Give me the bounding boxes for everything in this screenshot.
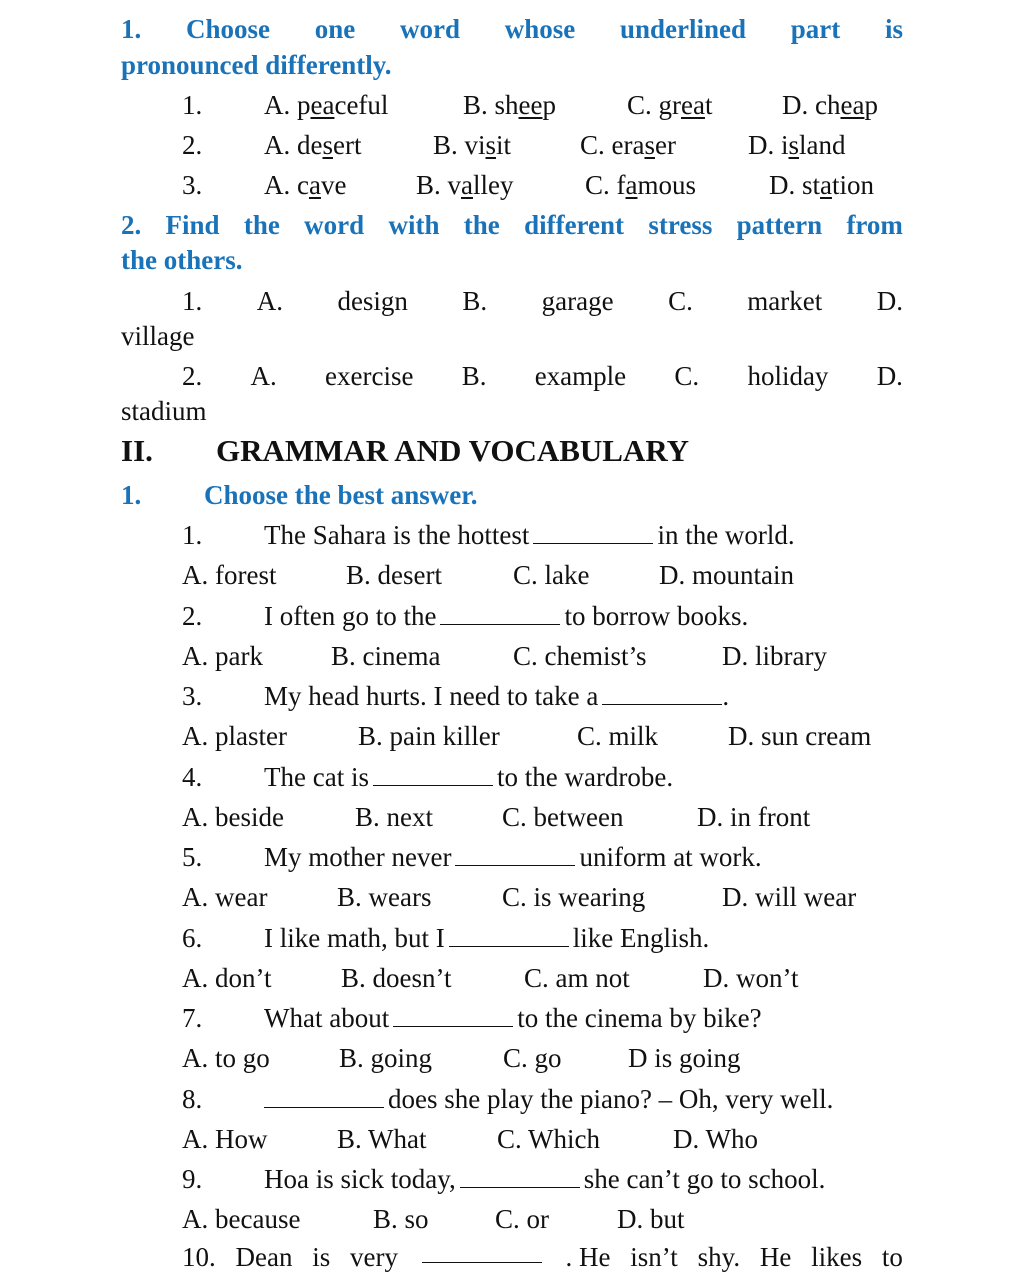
- header-word: whose: [504, 14, 576, 44]
- answer-option[interactable]: A. don’t: [182, 962, 272, 993]
- answer-option[interactable]: [264, 128, 361, 162]
- question-number: 10.: [182, 1242, 216, 1272]
- question-word: is: [312, 1242, 331, 1272]
- option-word: garage: [541, 286, 614, 316]
- answer-option[interactable]: A. park: [182, 640, 263, 671]
- question-text: The cat is: [264, 761, 369, 792]
- answer-option[interactable]: [585, 168, 696, 202]
- header-word: with: [388, 210, 440, 240]
- option-letter: C.: [674, 361, 700, 391]
- option-text: ert: [333, 130, 362, 160]
- underlined-sound: ee: [518, 90, 543, 120]
- header-word: word: [304, 210, 365, 240]
- question-text: What about: [264, 1003, 390, 1033]
- question-body: [264, 760, 673, 794]
- option-text: A. c: [264, 170, 309, 200]
- question-text: to borrow books.: [564, 600, 749, 631]
- question-text: My mother never: [264, 842, 452, 872]
- option-text: land: [799, 130, 846, 160]
- stress-question-2: [182, 359, 903, 393]
- header-word: Choose: [185, 14, 270, 44]
- answer-option[interactable]: [782, 88, 878, 122]
- header-word: Find: [165, 210, 220, 240]
- option-word: design: [337, 286, 408, 316]
- stress-question-1: [182, 284, 903, 318]
- answer-option[interactable]: C. milk: [577, 721, 659, 751]
- question-number: 9.: [182, 1164, 203, 1194]
- header-word: 1.: [121, 14, 142, 44]
- question-number: 2.: [182, 600, 203, 631]
- option-text: it: [496, 130, 512, 160]
- option-text: C. f: [585, 170, 626, 200]
- option-word: market: [747, 286, 823, 316]
- question-body: [264, 1082, 833, 1116]
- answer-option[interactable]: C. chemist’s: [513, 640, 647, 671]
- answer-option[interactable]: D. sun cream: [728, 721, 872, 751]
- underlined-sound: s: [788, 130, 800, 160]
- answer-option[interactable]: [416, 168, 514, 202]
- answer-option[interactable]: B. so: [373, 1204, 429, 1234]
- answer-option[interactable]: B. pain killer: [358, 721, 500, 751]
- answer-option[interactable]: A. because: [182, 1204, 301, 1234]
- part3-number: 1.: [121, 480, 142, 510]
- answer-option[interactable]: A. forest: [182, 560, 277, 590]
- answer-blank[interactable]: [393, 1004, 513, 1027]
- answer-option[interactable]: A. plaster: [182, 721, 287, 751]
- question-word: . He: [565, 1242, 611, 1272]
- answer-blank[interactable]: [602, 682, 722, 705]
- answer-option[interactable]: C. or: [495, 1204, 549, 1234]
- option-text: A. de: [264, 130, 323, 160]
- answer-option[interactable]: [264, 168, 346, 202]
- option-text: B. v: [416, 170, 462, 200]
- part2-header: [121, 208, 903, 242]
- part2-header-cont: the others.: [121, 245, 243, 275]
- option-word-wrapped: stadium: [121, 396, 207, 426]
- answer-option[interactable]: D. will wear: [722, 882, 857, 912]
- option-text: D. ch: [782, 90, 841, 120]
- answer-option[interactable]: B. wears: [337, 882, 432, 912]
- question-10: [182, 1240, 903, 1274]
- question-body: [264, 921, 709, 955]
- option-letter: C.: [668, 286, 693, 316]
- question-word: to: [881, 1242, 903, 1272]
- question-word: shy.: [697, 1242, 741, 1272]
- option-text: B. sh: [463, 90, 519, 120]
- question-text: I often go to the: [264, 600, 437, 631]
- question-number: 2.: [182, 361, 203, 391]
- question-word: He: [759, 1242, 792, 1272]
- question-word: very: [350, 1242, 399, 1272]
- question-text: to the cinema by bike?: [517, 1003, 762, 1033]
- answer-option[interactable]: A. beside: [182, 801, 284, 832]
- question-text: Hoa is sick today,: [264, 1164, 456, 1194]
- answer-option[interactable]: A. to go: [182, 1043, 270, 1073]
- option-text: D. i: [748, 130, 789, 160]
- answer-option[interactable]: [627, 88, 712, 122]
- option-letter: A.: [256, 286, 283, 316]
- underlined-sound: a: [820, 170, 832, 200]
- question-text: My head hurts. I need to take a: [264, 681, 599, 711]
- question-number: 2.: [182, 130, 203, 160]
- header-word: stress: [648, 210, 713, 240]
- answer-option[interactable]: D. library: [722, 640, 827, 671]
- question-word: Dean: [235, 1242, 293, 1272]
- question-text: like English.: [572, 922, 710, 953]
- question-body: [264, 599, 748, 633]
- answer-option[interactable]: A. wear: [182, 882, 268, 912]
- option-text: ve: [320, 170, 347, 200]
- question-number: 5.: [182, 842, 203, 872]
- section-number: II.: [121, 433, 153, 468]
- answer-blank[interactable]: [264, 1085, 384, 1108]
- answer-option[interactable]: B. going: [339, 1043, 433, 1073]
- underlined-sound: a: [308, 170, 321, 200]
- header-word: one: [314, 14, 356, 44]
- option-text: ceful: [334, 90, 389, 120]
- question-word: likes: [811, 1242, 863, 1272]
- question-body: [264, 1162, 825, 1196]
- option-text: p: [542, 90, 556, 120]
- answer-blank[interactable]: [440, 602, 560, 625]
- option-text: t: [704, 90, 713, 120]
- option-text: tion: [832, 170, 875, 200]
- option-word: holiday: [747, 361, 829, 391]
- option-letter: B.: [461, 361, 487, 391]
- header-word: pattern: [736, 210, 823, 240]
- option-letter: D.: [876, 361, 903, 391]
- answer-blank[interactable]: [373, 763, 493, 786]
- option-text: p: [864, 90, 878, 120]
- answer-option[interactable]: D. in front: [697, 801, 811, 832]
- question-body: [264, 679, 729, 713]
- header-word: word: [399, 14, 460, 44]
- underlined-sound: ea: [310, 90, 335, 120]
- underlined-sound: s: [322, 130, 333, 160]
- header-word: is: [884, 14, 903, 44]
- question-number: 3.: [182, 681, 203, 711]
- question-number: 1.: [182, 520, 203, 550]
- question-number: 3.: [182, 170, 203, 200]
- question-number: 1.: [182, 90, 203, 120]
- question-number: 6.: [182, 922, 203, 953]
- section-title: GRAMMAR AND VOCABULARY: [216, 433, 690, 468]
- header-word: from: [846, 210, 903, 240]
- option-text: C. era: [580, 130, 645, 160]
- question-number: 8.: [182, 1083, 203, 1114]
- answer-option[interactable]: C. between: [502, 801, 624, 832]
- underlined-sound: ea: [840, 90, 865, 120]
- header-word: underlined: [619, 14, 746, 44]
- option-text: mous: [637, 170, 696, 200]
- answer-option[interactable]: B. desert: [346, 560, 442, 590]
- part1-header-cont: pronounced differently.: [121, 50, 392, 80]
- answer-option[interactable]: D. but: [617, 1204, 685, 1234]
- answer-option[interactable]: B. next: [355, 801, 433, 832]
- option-text: lley: [473, 170, 514, 200]
- header-word: the: [243, 210, 280, 240]
- question-text: I like math, but I: [264, 922, 445, 953]
- underlined-sound: s: [485, 130, 497, 160]
- option-text: A. p: [264, 90, 311, 120]
- question-text: in the world.: [657, 520, 795, 550]
- header-word: 2.: [121, 210, 142, 240]
- answer-blank[interactable]: [449, 924, 569, 947]
- answer-option[interactable]: C. go: [503, 1043, 562, 1073]
- answer-option[interactable]: [769, 168, 874, 202]
- answer-option[interactable]: B. doesn’t: [341, 962, 452, 993]
- question-text: does she play the piano? – Oh, very well.: [388, 1083, 834, 1114]
- question-text: she can’t go to school.: [583, 1164, 826, 1194]
- answer-option[interactable]: C. is wearing: [502, 882, 646, 912]
- answer-option[interactable]: [264, 88, 388, 122]
- question-text: uniform at work.: [579, 842, 762, 872]
- answer-option[interactable]: C. am not: [524, 962, 630, 993]
- question-text: .: [722, 681, 730, 711]
- question-body: [264, 518, 795, 552]
- answer-option[interactable]: D. won’t: [703, 962, 799, 993]
- option-word: exercise: [325, 361, 414, 391]
- question-body: [264, 1001, 762, 1035]
- answer-option[interactable]: C. lake: [513, 560, 590, 590]
- answer-option[interactable]: [433, 128, 511, 162]
- option-word-wrapped: village: [121, 321, 195, 351]
- option-text: B. vi: [433, 130, 486, 160]
- question-number: 4.: [182, 761, 203, 792]
- part3-title: Choose the best answer.: [204, 480, 478, 510]
- question-text: to the wardrobe.: [496, 761, 674, 792]
- option-letter: D.: [876, 286, 903, 316]
- answer-blank[interactable]: [455, 843, 575, 866]
- option-word: example: [534, 361, 627, 391]
- question-number: 7.: [182, 1003, 203, 1033]
- underlined-sound: s: [644, 130, 655, 160]
- question-body: [264, 840, 762, 874]
- answer-option[interactable]: [748, 128, 846, 162]
- answer-blank[interactable]: [422, 1240, 542, 1263]
- answer-option[interactable]: D. Who: [673, 1123, 758, 1154]
- answer-option[interactable]: D is going: [628, 1043, 741, 1073]
- answer-option[interactable]: C. Which: [497, 1123, 600, 1154]
- underlined-sound: ea: [681, 90, 705, 120]
- option-text: C. gr: [627, 90, 681, 120]
- option-text: D. st: [769, 170, 821, 200]
- underlined-sound: a: [625, 170, 638, 200]
- header-word: the: [463, 210, 500, 240]
- part1-header: [121, 12, 903, 46]
- option-letter: B.: [462, 286, 488, 316]
- answer-option[interactable]: [463, 88, 556, 122]
- answer-option[interactable]: B. cinema: [331, 640, 441, 671]
- option-text: er: [654, 130, 676, 160]
- answer-option[interactable]: B. What: [337, 1123, 427, 1154]
- question-text: The Sahara is the hottest: [264, 520, 530, 550]
- question-word: isn’t: [630, 1242, 678, 1272]
- header-word: different: [524, 210, 625, 240]
- answer-option[interactable]: [580, 128, 676, 162]
- answer-option[interactable]: D. mountain: [659, 560, 794, 590]
- option-letter: A.: [250, 361, 277, 391]
- answer-blank[interactable]: [533, 521, 653, 544]
- underlined-sound: a: [461, 170, 473, 200]
- answer-option[interactable]: A. How: [182, 1123, 268, 1154]
- answer-blank[interactable]: [460, 1165, 580, 1188]
- question-number: 1.: [182, 286, 203, 316]
- header-word: part: [790, 14, 841, 44]
